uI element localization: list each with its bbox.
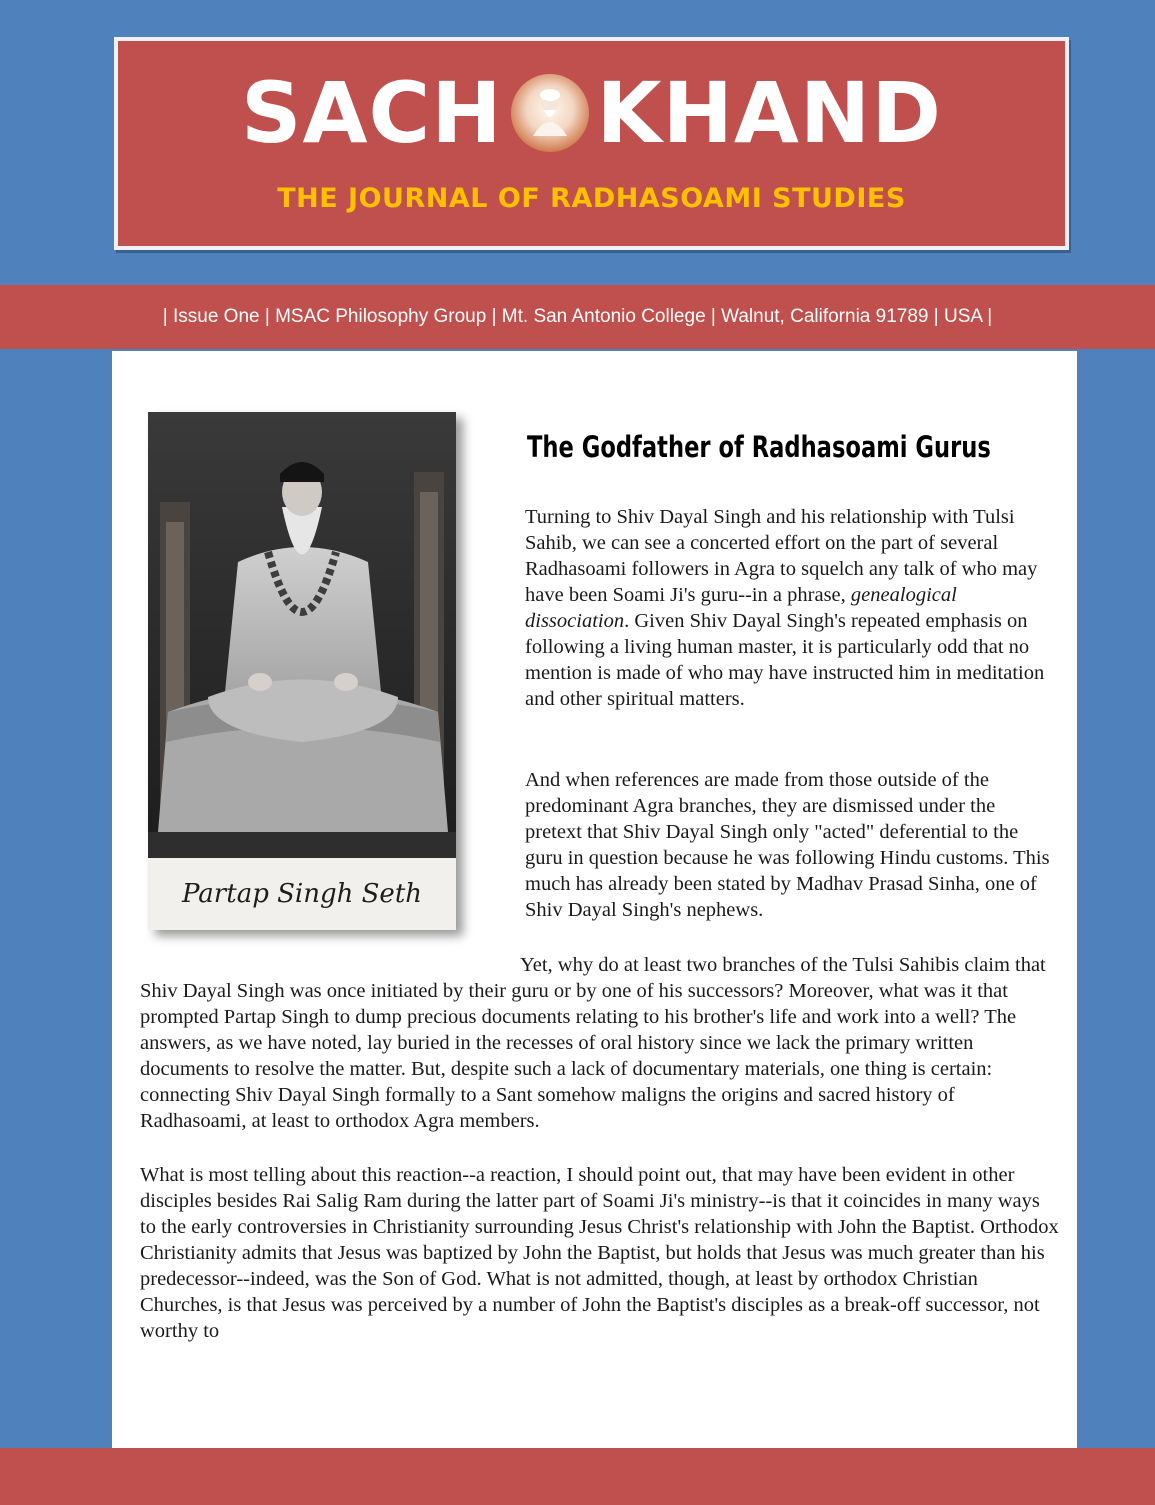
paragraph-1-italic: genealogical dissociation — [525, 584, 957, 632]
paragraph-1 — [525, 504, 1055, 712]
paragraph-3: Yet, why do at least two branches of the Tulsi Sahibis claim that Shiv Dayal Singh was once initiated by their guru or by one of his successors? Moreover, what was it that prompted Partap Singh to dump precious documents relating to his brother's life and work into a well? The answers, as we have noted, lay buried in the recesses of oral history since we lack the primary written documents to resolve the matter. But, despite such a lack of documentary materials, one thing is certain: connecting Shiv Dayal Singh formally to a Sant somehow maligns the origins and sacred history of Radhasoami, at least to orthodox Agra members. — [140, 954, 1046, 1132]
article-title: The Godfather of Radhasoami Gurus — [527, 430, 991, 464]
issue-info-text: | Issue One | MSAC Philosophy Group | Mt. San Antonio College | Walnut, California 91789 | USA | — [162, 306, 993, 327]
issue-info-bar — [0, 285, 1155, 349]
footer-bar — [0, 1448, 1155, 1505]
journal-title-right: KHAND — [596, 64, 942, 162]
paragraph-2: And when references are made from those outside of the predominant Agra branches, they are dismissed under the pretext that Shiv Dayal Singh only "acted" deferential to the guru in question because he was following Hindu customs. This much has already been stated by Madhav Prasad Sinha, one of Shiv Dayal Singh's nephews. — [525, 769, 1050, 921]
seated-figure-image — [148, 412, 456, 858]
paragraph-1-text-b: . Given Shiv Dayal Singh's repeated emphasis on following a living human master, it is particularly odd that no mention is made of who may have instructed him in meditation and other spiritual matters. — [525, 610, 1045, 710]
signature-text: Partap Singh Seth — [181, 879, 423, 909]
journal-title-left: SACH — [241, 64, 503, 162]
guru-portrait-logo — [511, 74, 589, 152]
paragraph-4: What is most telling about this reaction--a reaction, I should point out, that may have been evident in other disciples besides Rai Salig Ram during the latter part of Soami Ji's ministry--is that it coincides in many ways to the early controversies in Christianity surrounding Jesus Christ's relationship with John the Baptist. Orthodox Christianity admits that Jesus was baptized by John the Baptist, but holds that Jesus was much greater than his predecessor--indeed, was the Son of God. What is not admitted, though, at least by orthodox Christian Churches, is that Jesus was perceived by a number of John the Baptist's disciples as a break-off successor, not worthy to — [140, 1164, 1059, 1342]
portrait-photo — [148, 412, 456, 930]
signature-caption — [148, 858, 456, 930]
journal-subtitle: THE JOURNAL OF RADHASOAMI STUDIES — [277, 183, 906, 214]
masthead — [114, 37, 1069, 250]
journal-title — [118, 57, 1065, 169]
paragraph-1-text-a: Turning to Shiv Dayal Singh and his relationship with Tulsi Sahib, we can see a concerted effort on the part of several Radhasoami followers in Agra to squelch any talk of who may have been Soami Ji's guru--in a phrase, — [525, 506, 1038, 606]
